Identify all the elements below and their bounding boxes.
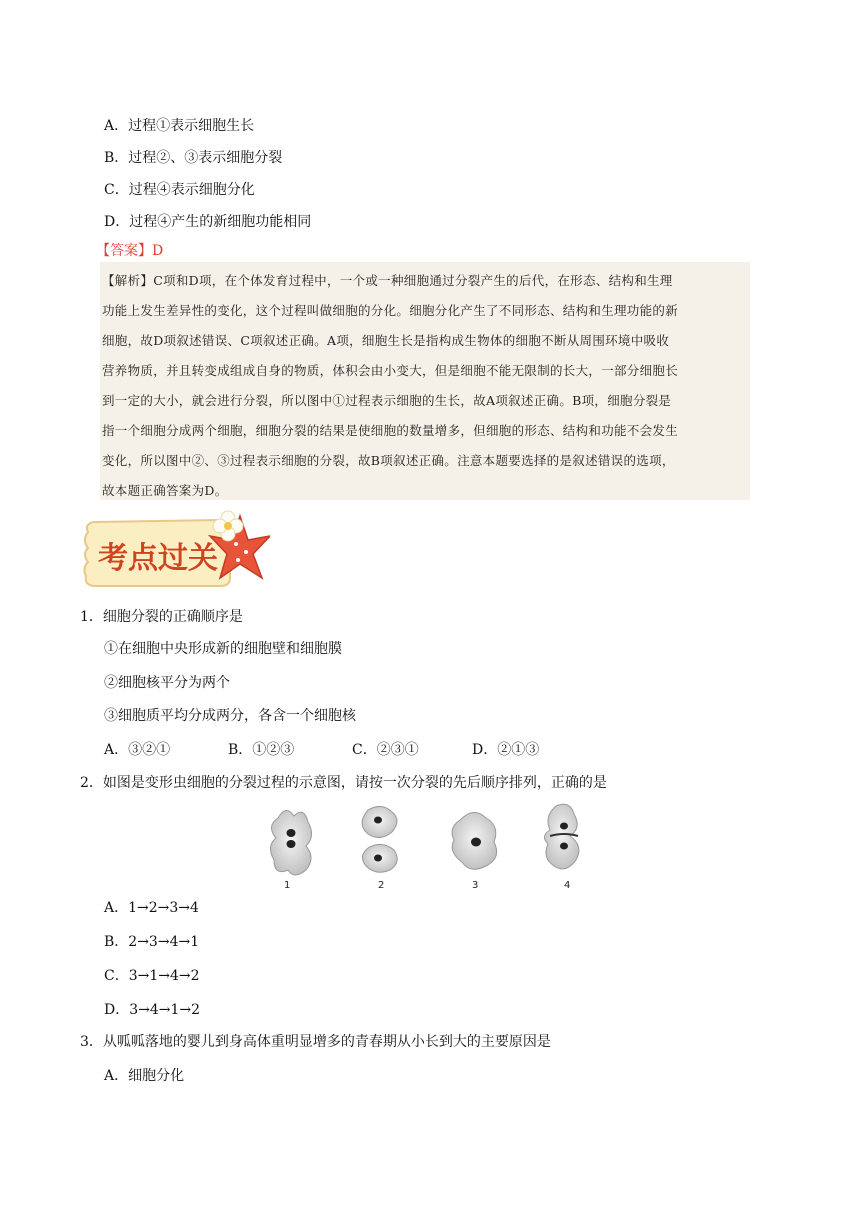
figure-label-4: 4	[564, 880, 571, 891]
amoeba-division-figure	[264, 800, 594, 896]
q2-option-d: D．3→4→1→2	[104, 1002, 201, 1018]
analysis-line: 【解析】C项和D项，在个体发育过程中，一个或一种细胞通过分裂产生的后代，在形态、结构和生理	[102, 273, 673, 288]
q1-option-a: A．③②①	[104, 742, 171, 758]
figure-label-3: 3	[472, 880, 479, 891]
q1-item: ②细胞核平分为两个	[104, 675, 230, 691]
analysis-block	[100, 262, 750, 500]
analysis-line: 营养物质，并且转变成组成自身的物质，体积会由小变大，但是细胞不能无限制的长大，一部分细胞长	[102, 363, 679, 378]
analysis-line: 变化，所以图中②、③过程表示细胞的分裂，故B项叙述正确。注意本题要选择的是叙述错误的选项，	[102, 453, 675, 468]
amoeba-stage-3	[452, 812, 497, 869]
analysis-line: 细胞，故D项叙述错误、C项叙述正确。A项，细胞生长是指构成生物体的细胞不断从周围环境中吸收	[102, 333, 670, 348]
q2-stem: 2．如图是变形虫细胞的分裂过程的示意图，请按一次分裂的先后顺序排列，正确的是	[80, 775, 607, 791]
figure-label-1: 1	[284, 880, 291, 891]
figure-label-2: 2	[378, 880, 385, 891]
section-banner	[80, 510, 270, 594]
amoeba-stage-1	[270, 810, 311, 875]
analysis-line: 功能上发生差异性的变化，这个过程叫做细胞的分化。细胞分化产生了不同形态、结构和生理功能的新	[102, 303, 679, 318]
prev-option-c: C．过程④表示细胞分化	[104, 182, 255, 198]
analysis-line: 故本题正确答案为D。	[102, 483, 228, 498]
q1-option-d: D．②①③	[472, 742, 540, 758]
q1-stem: 1．细胞分裂的正确顺序是	[80, 609, 243, 625]
q1-item: ①在细胞中央形成新的细胞壁和细胞膜	[104, 641, 342, 657]
q1-option-b: B．①②③	[228, 742, 295, 758]
answer-label: 【答案】D	[96, 243, 164, 259]
banner-title: 考点过关	[98, 541, 218, 576]
analysis-line: 指一个细胞分成两个细胞，细胞分裂的结果是使细胞的数量增多，但细胞的形态、结构和功能不会发生	[102, 423, 679, 438]
q1-option-c: C．②③①	[352, 742, 419, 758]
q3-stem: 3．从呱呱落地的婴儿到身高体重明显增多的青春期从小长到大的主要原因是	[80, 1034, 551, 1050]
q3-option-a: A．细胞分化	[104, 1068, 185, 1084]
analysis-line: 到一定的大小，就会进行分裂，所以图中①过程表示细胞的生长，故A项叙述正确。B项，细胞分裂是	[102, 393, 672, 408]
q2-option-b: B．2→3→4→1	[104, 934, 200, 950]
amoeba-stage-2	[362, 806, 397, 872]
q2-option-c: C．3→1→4→2	[104, 968, 200, 984]
q1-item: ③细胞质平均分成两分，各含一个细胞核	[104, 708, 356, 724]
prev-option-a: A．过程①表示细胞生长	[104, 118, 255, 134]
prev-option-d: D．过程④产生的新细胞功能相同	[104, 214, 312, 230]
amoeba-stage-4	[544, 804, 578, 869]
prev-option-b: B．过程②、③表示细胞分裂	[104, 150, 283, 166]
q2-option-a: A．1→2→3→4	[104, 900, 199, 916]
